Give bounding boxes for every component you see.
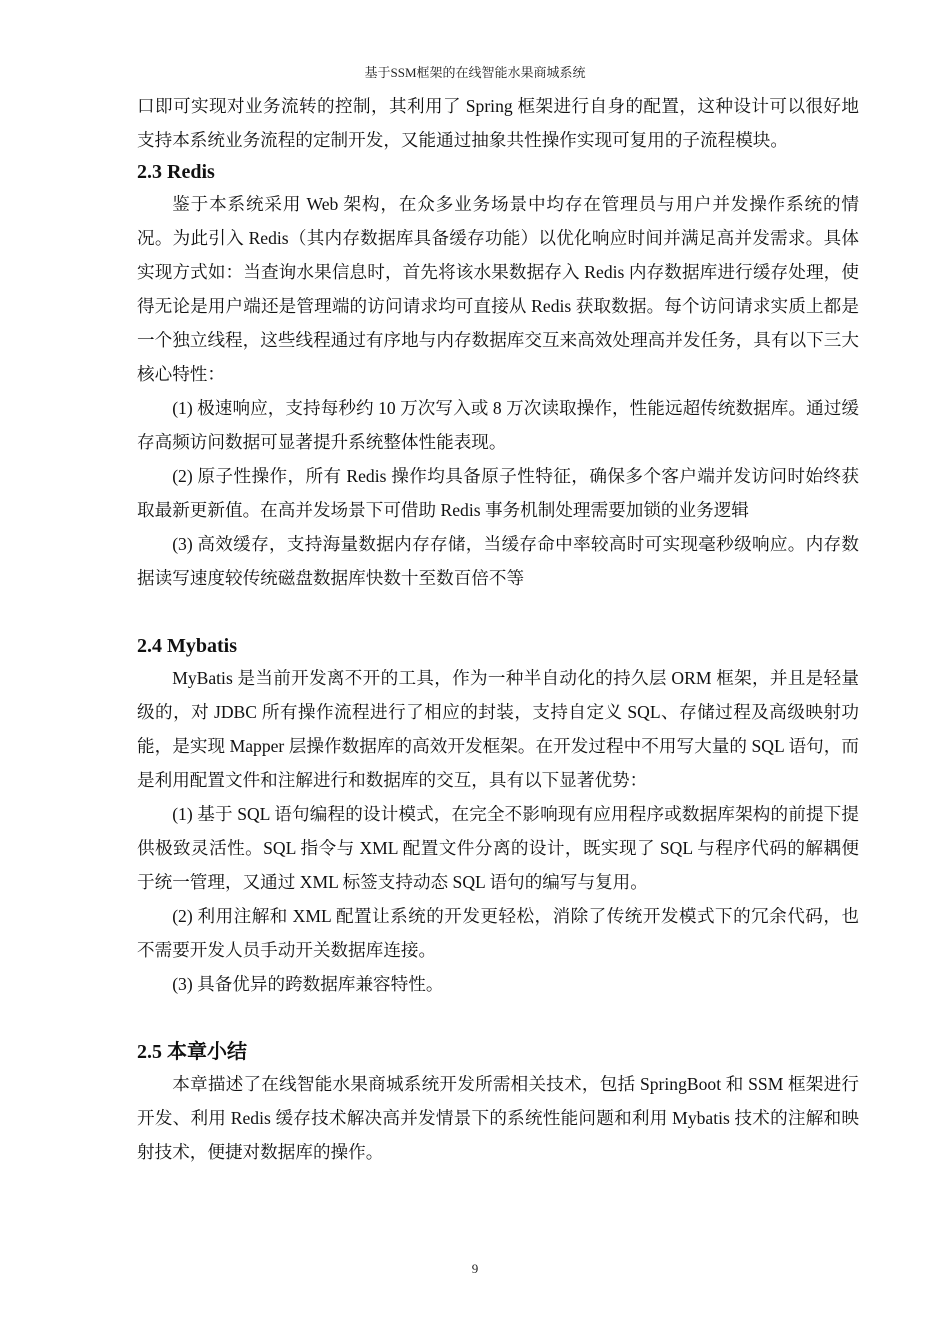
- redis-feature-1: (1) 极速响应，支持每秒约 10 万次写入或 8 万次读取操作，性能远超传统数据库。通过缓存高频访问数据可显著提升系统整体性能表现。: [137, 398, 859, 452]
- mybatis-advantage-2: (2) 利用注解和 XML 配置让系统的开发更轻松，消除了传统开发模式下的冗余代码，也不需要开发人员手动开关数据库连接。: [137, 906, 859, 960]
- page-number: 9: [471, 1261, 479, 1276]
- section-title-summary: 2.5 本章小结: [137, 1041, 247, 1063]
- section-title-redis: 2.3 Redis: [137, 161, 215, 183]
- section-gap: [137, 595, 859, 631]
- section-gap: [137, 1001, 859, 1037]
- running-header: 基于SSM框架的在线智能水果商城系统: [364, 65, 586, 80]
- section-title-mybatis: 2.4 Mybatis: [137, 635, 237, 657]
- mybatis-advantage-3: (3) 具备优异的跨数据库兼容特性。: [172, 974, 444, 994]
- mybatis-paragraph-1: MyBatis 是当前开发离不开的工具，作为一种半自动化的持久层 ORM 框架，并且是轻量级的，对 JDBC 所有操作流程进行了相应的封装，支持自定义 SQL、存储过程及高级映射功能，是实现 Mapper 层操作数据库的高效开发框架。在开发过程中不用写大量的 SQL 语句，而是利用配置文件和注解进行和数据库的交互，具有以下显著优势：: [137, 668, 859, 790]
- summary-paragraph: 本章描述了在线智能水果商城系统开发所需相关技术，包括 SpringBoot 和 SSM 框架进行开发、利用 Redis 缓存技术解决高并发情景下的系统性能问题和利用 Mybatis 技术的注解和映射技术，便捷对数据库的操作。: [137, 1074, 859, 1162]
- intro-paragraph: 口即可实现对业务流转的控制，其利用了 Spring 框架进行自身的配置，这种设计可以很好地支持本系统业务流程的定制开发，又能通过抽象共性操作实现可复用的子流程模块。: [137, 96, 859, 150]
- redis-paragraph-1: 鉴于本系统采用 Web 架构，在众多业务场景中均存在管理员与用户并发操作系统的情况。为此引入 Redis（其内存数据库具备缓存功能）以优化响应时间并满足高并发需求。具体实现方式如：当查询水果信息时，首先将该水果数据存入 Redis 内存数据库进行缓存处理，使得无论是用户端还是管理端的访问请求均可直接从 Redis 获取数据。每个访问请求实质上都是一个独立线程，这些线程通过有序地与内存数据库交互来高效处理高并发任务，具有以下三大核心特性：: [137, 194, 859, 384]
- page-body: [137, 89, 859, 1169]
- redis-feature-3: (3) 高效缓存，支持海量数据内存存储，当缓存命中率较高时可实现毫秒级响应。内存数据读写速度较传统磁盘数据库快数十至数百倍不等: [137, 534, 859, 588]
- mybatis-advantage-1: (1) 基于 SQL 语句编程的设计模式，在完全不影响现有应用程序或数据库架构的前提下提供极致灵活性。SQL 指令与 XML 配置文件分离的设计，既实现了 SQL 与程序代码的解耦便于统一管理，又通过 XML 标签支持动态 SQL 语句的编写与复用。: [137, 804, 859, 892]
- redis-feature-2: (2) 原子性操作，所有 Redis 操作均具备原子性特征，确保多个客户端并发访问时始终获取最新更新值。在高并发场景下可借助 Redis 事务机制处理需要加锁的业务逻辑: [137, 466, 859, 520]
